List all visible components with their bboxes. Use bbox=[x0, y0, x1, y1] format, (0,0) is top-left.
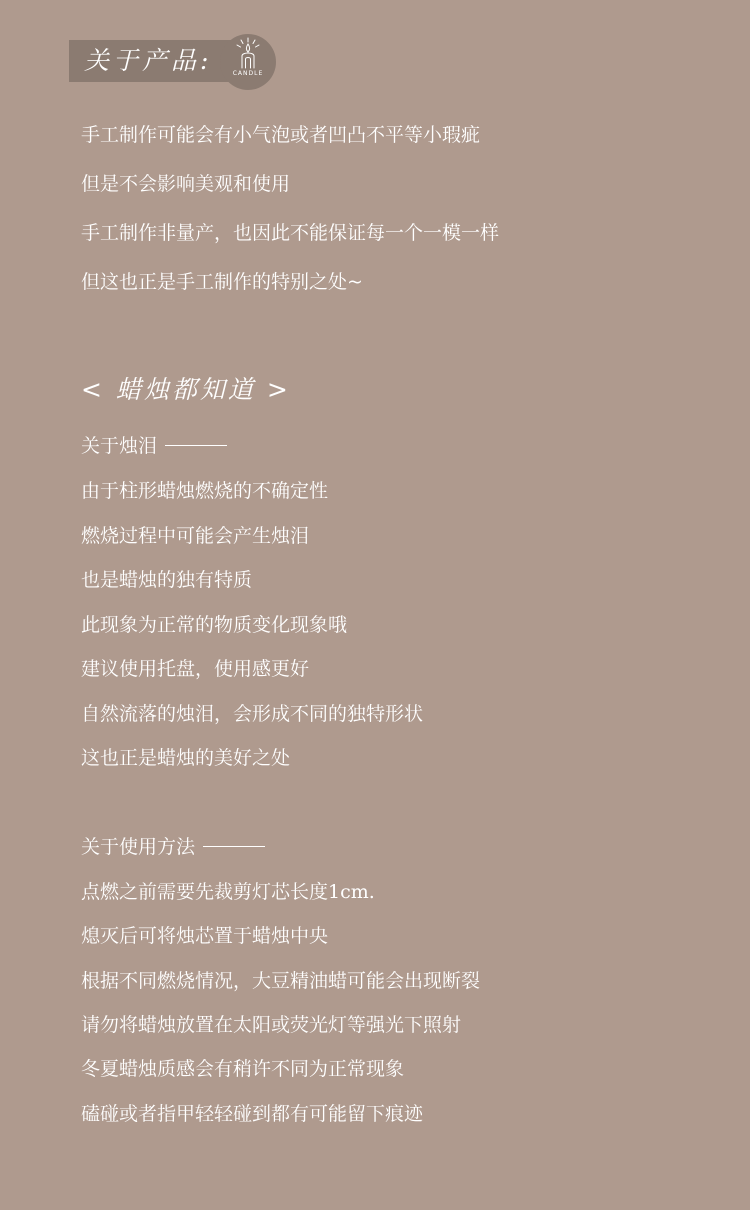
candle-logo bbox=[220, 34, 276, 90]
usage-line: 冬夏蜡烛质感会有稍许不同为正常现象 bbox=[81, 1058, 405, 1080]
usage-line: 磕碰或者指甲轻轻碰到都有可能留下痕迹 bbox=[81, 1103, 424, 1125]
usage-line: 根据不同燃烧情况，大豆精油蜡可能会出现断裂 bbox=[81, 970, 481, 992]
tears-line: 也是蜡烛的独有特质 bbox=[81, 569, 253, 591]
tears-line: 建议使用托盘，使用感更好 bbox=[81, 658, 310, 680]
tears-line: 此现象为正常的物质变化现象哦 bbox=[81, 614, 348, 636]
candle-icon bbox=[220, 34, 276, 90]
tears-line: 燃烧过程中可能会产生烛泪 bbox=[81, 525, 310, 547]
page-title: 关于产品: bbox=[84, 46, 213, 75]
intro-line: 但这也正是手工制作的特别之处~ bbox=[81, 271, 363, 293]
tears-heading bbox=[81, 432, 227, 460]
usage-heading bbox=[81, 833, 265, 861]
heading-rule bbox=[203, 846, 265, 847]
intro-line: 但是不会影响美观和使用 bbox=[81, 173, 291, 195]
tears-heading-text: 关于烛泪 bbox=[81, 435, 158, 457]
intro-line: 手工制作可能会有小气泡或者凹凸不平等小瑕疵 bbox=[81, 124, 481, 146]
tears-line: 自然流落的烛泪，会形成不同的独特形状 bbox=[81, 703, 424, 725]
tears-line: 由于柱形蜡烛燃烧的不确定性 bbox=[81, 480, 329, 502]
heading-rule bbox=[165, 445, 227, 446]
usage-heading-text: 关于使用方法 bbox=[81, 836, 196, 858]
logo-text: CANDLE bbox=[232, 70, 264, 77]
usage-line: 熄灭后可将烛芯置于蜡烛中央 bbox=[81, 925, 329, 947]
usage-line: 点燃之前需要先裁剪灯芯长度1cm. bbox=[81, 881, 375, 903]
tears-line: 这也正是蜡烛的美好之处 bbox=[81, 747, 291, 769]
section-title: < 蜡烛都知道 > bbox=[81, 375, 291, 404]
intro-line: 手工制作非量产，也因此不能保证每一个一模一样 bbox=[81, 222, 500, 244]
usage-line: 请勿将蜡烛放置在太阳或荧光灯等强光下照射 bbox=[81, 1014, 462, 1036]
